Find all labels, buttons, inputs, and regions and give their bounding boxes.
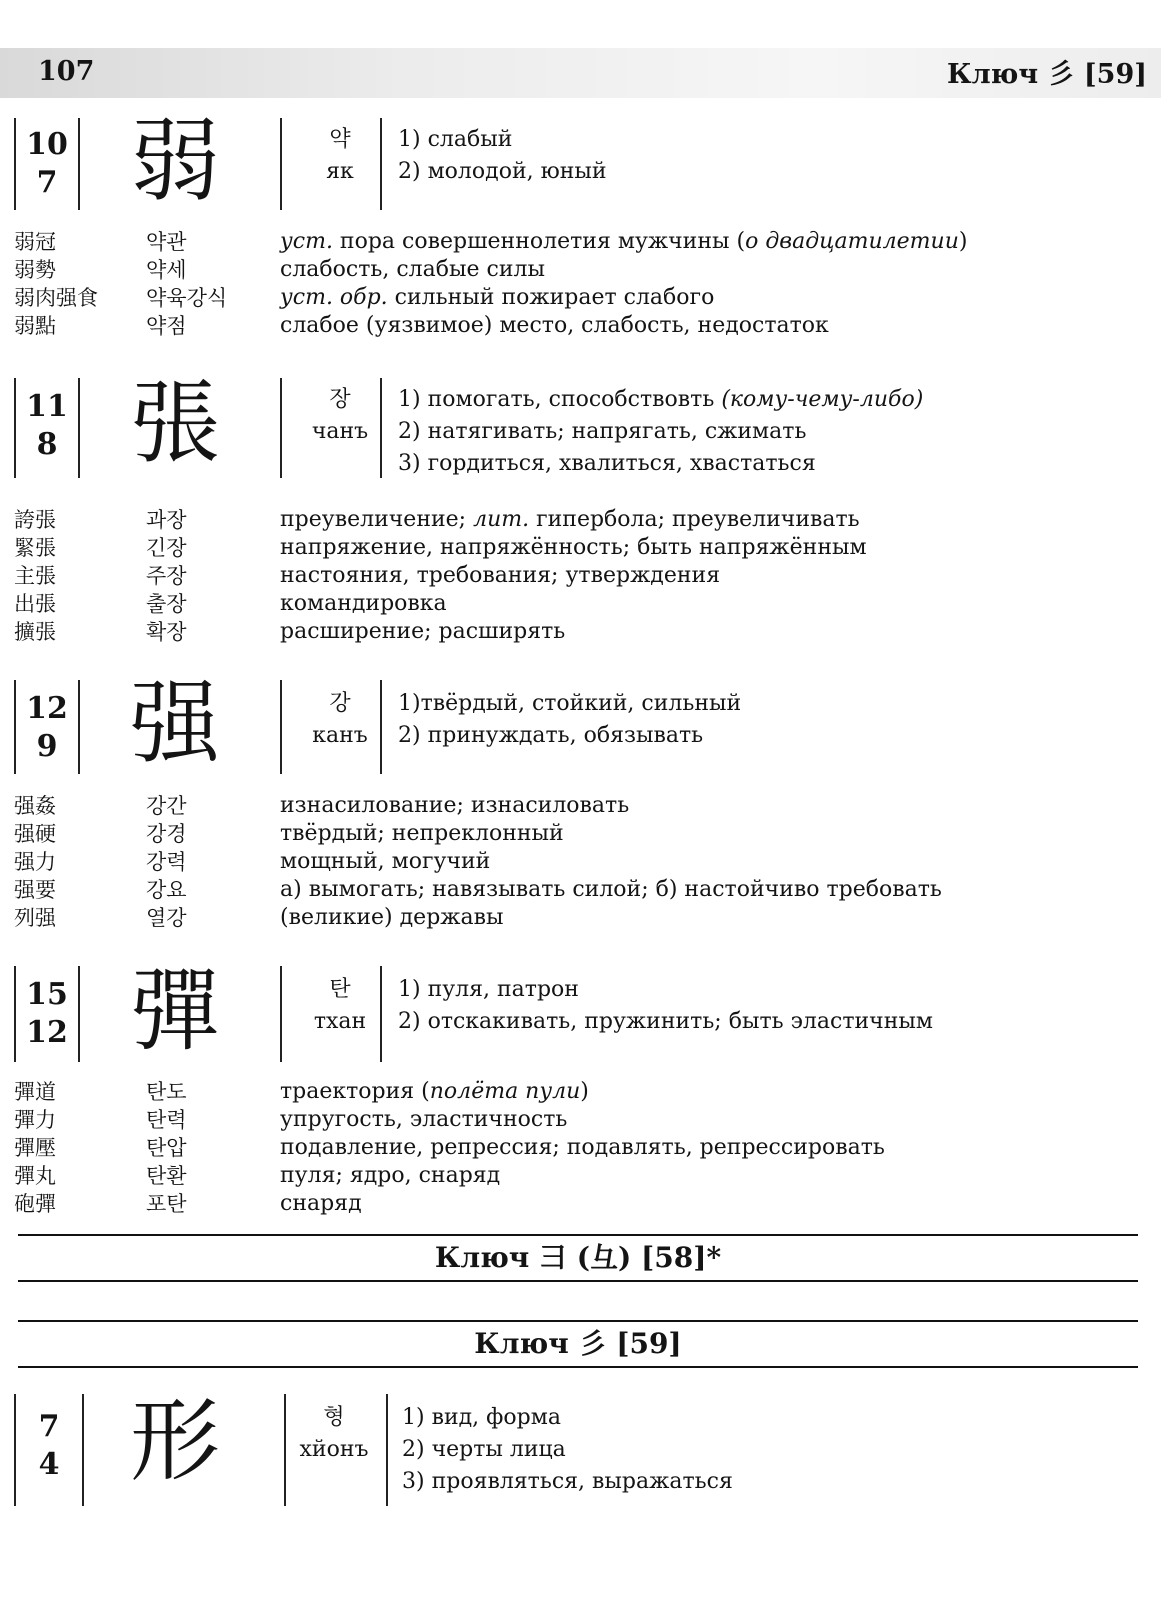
compound-row: 彈壓 탄압 подавление, репрессия; подавлять, репрессировать: [14, 1135, 885, 1160]
entry-head-1: [0, 109, 1161, 214]
reading: 탄 тхан: [313, 977, 367, 1034]
stroke-counts: 15 12: [26, 977, 68, 1050]
meanings: [398, 384, 923, 480]
compound-row: 强要 강요 а) вымогать; навязывать силой; б) настойчиво требовать: [14, 877, 942, 902]
entry-head-2: [0, 371, 1161, 478]
reading: 형 хйонъ: [299, 1405, 369, 1462]
compound-list-2: [0, 506, 1161, 646]
stroke-counts: 10 7: [26, 127, 68, 200]
compound-row: 弱點 약점 слабое (уязвимое) место, слабость, недостаток: [14, 313, 829, 338]
stroke-counts: 7 4: [38, 1409, 60, 1482]
compound-row: 彈丸 탄환 пуля; ядро, снаряд: [14, 1163, 501, 1188]
section-title-59: Ключ 彡 [59]: [18, 1320, 1138, 1368]
reading: 강 канъ: [312, 691, 368, 748]
meaning: 3) проявляться, выражаться: [402, 1469, 733, 1494]
compound-row: 强姦 강간 изнасилование; изнасиловать: [14, 793, 630, 818]
headword-hanja: 張: [130, 371, 220, 476]
entry-head-4: [0, 959, 1161, 1064]
running-head: Ключ 彡 [59]: [947, 59, 1147, 90]
compound-row: 彈道 탄도 траектория (полёта пули): [14, 1079, 589, 1104]
compound-row: 砲彈 포탄 снаряд: [14, 1191, 362, 1216]
compound-row: 彈力 탄력 упругость, эластичность: [14, 1107, 568, 1132]
reading: 약 як: [326, 127, 354, 184]
meaning: 2) натягивать; напрягать, сжимать: [398, 419, 807, 444]
meaning: 3) гордиться, хвалиться, хвастаться: [398, 451, 816, 476]
compound-row: 强力 강력 мощный, могучий: [14, 849, 491, 874]
meanings: [402, 1402, 733, 1498]
compound-list-1: [0, 228, 1161, 340]
compound-row: 列强 열강 (великие) державы: [14, 905, 504, 930]
reading: 장 чанъ: [311, 387, 369, 444]
meaning: 2) принуждать, обязывать: [398, 723, 704, 748]
meaning: 2) молодой, юный: [398, 159, 607, 184]
meaning: 2) черты лица: [402, 1437, 566, 1462]
compound-row: 弱肉强食 약육강식 уст. обр. сильный пожирает слабого: [14, 285, 715, 310]
stroke-counts: 12 9: [26, 691, 68, 764]
compound-row: 緊張 긴장 напряжение, напряжённость; быть напряжённым: [14, 535, 867, 560]
entry-head-5: [0, 1389, 1161, 1506]
headword-hanja: 彈: [130, 959, 220, 1064]
meaning: 2) отскакивать, пружинить; быть эластичным: [398, 1009, 933, 1034]
compound-list-3: [0, 792, 1161, 932]
compound-row: 弱冠 약관 уст. пора совершеннолетия мужчины (о двадцатилетии): [14, 229, 968, 254]
stroke-counts: 11 8: [26, 389, 68, 462]
meanings: [398, 974, 933, 1038]
meaning: 1)твёрдый, стойкий, сильный: [398, 691, 742, 716]
headword-hanja: 强: [130, 671, 220, 776]
meaning: 1) пуля, патрон: [398, 977, 579, 1002]
headword-hanja: 弱: [130, 109, 220, 214]
compound-list-4: [0, 1078, 1161, 1218]
meanings: [398, 124, 607, 188]
meaning: 1) помогать, способствовть (кому-чему-либо): [398, 387, 924, 412]
headword-hanja: 形: [130, 1389, 220, 1494]
compound-row: 弱勢 약세 слабость, слабые силы: [14, 257, 546, 282]
compound-row: 强硬 강경 твёрдый; непреклонный: [14, 821, 564, 846]
entry-head-3: [0, 671, 1161, 776]
meanings: [398, 688, 741, 752]
page-number: 107: [38, 56, 95, 87]
section-title-58: Ключ ⺕ (彑) [58]*: [18, 1234, 1138, 1282]
meaning: 1) слабый: [398, 127, 513, 152]
meaning: 1) вид, форма: [402, 1405, 561, 1430]
compound-row: 出張 출장 командировка: [14, 591, 447, 616]
compound-row: 主張 주장 настояния, требования; утверждения: [14, 563, 721, 588]
compound-row: 誇張 과장 преувеличение; лит. гипербола; преувеличивать: [14, 507, 860, 532]
compound-row: 擴張 확장 расширение; расширять: [14, 619, 566, 644]
